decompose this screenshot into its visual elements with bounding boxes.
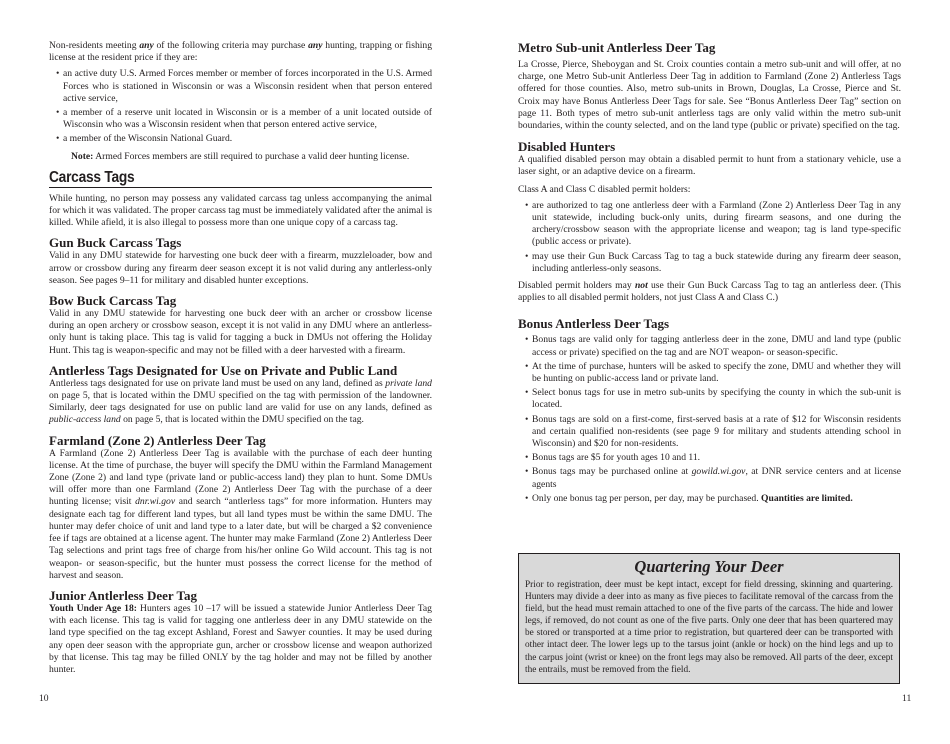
list-item: • are authorized to tag one antlerless deer with a Farmland (Zone 2) Antlerless Deer Tag in any unit statewide, including buck-only units, during firearm seasons, and one during the archery/crossbow season with the appropriate license and weapon; tag is land type-specific (public access or private). [518,200,901,249]
left-page-column [49,0,432,676]
section-rule [49,187,432,188]
antlerless-private-public-text: Antlerless tags designated for use on private land must be used on any land, defined as private land on page 5, that is located within the DMU specified on the tag with permission of the landowner. Similarly, deer tags designated for use on public land are valid for use on any lands, defined as public-access land on page 5, that is located within the DMU specified on the tag. [49,377,432,426]
list-item: • may use their Gun Buck Carcass Tag to tag a buck statewide during any firearm deer season, including antlerless-only seasons. [518,251,901,275]
disabled-list [518,200,901,275]
list-item: • an active duty U.S. Armed Forces member or member of forces incorporated in the U.S. Armed Forces who is stationed in Wisconsin or was a Wisconsin resident when that person entered active service, [49,68,432,105]
farmland-heading: Farmland (Zone 2) Antlerless Deer Tag [49,432,266,448]
list-item: • Bonus tags may be purchased online at gowild.wi.gov, at DNR service centers and at license agents [518,466,901,490]
antlerless-private-public-heading: Antlerless Tags Designated for Use on Private and Public Land [49,362,398,378]
list-item: • Select bonus tags for use in metro sub-units by specifying the county in which the sub-unit is located. [518,387,901,411]
bow-buck-heading: Bow Buck Carcass Tag [49,293,177,309]
list-item: • a member of a reserve unit located in Wisconsin or is a member of a unit located outside of Wisconsin who was a Wisconsin resident when that person entered active service, [49,107,432,131]
page-number-left: 10 [39,693,49,704]
junior-text: Youth Under Age 18: Hunters ages 10 –17 will be issued a statewide Junior Antlerless Deer Tag with each license. This tag is valid for tagging one antlerless deer in any DMU statewide on the land type specified on the tag except Ashland, Forest and Sawyer counties. It may be used during any open deer season with the appropriate gun, archer or crossbow license and weapon authorized by that license. This tag may be filled ONLY by the tag holder and may not be filled by another hunter. [49,602,432,675]
bonus-list [518,334,901,505]
bonus-heading: Bonus Antlerless Deer Tags [518,316,670,332]
list-item: • a member of the Wisconsin National Guard. [49,133,432,145]
armed-forces-note: Note: Armed Forces members are still required to purchase a valid deer hunting license. [71,150,410,162]
list-item: • At the time of purchase, hunters will be asked to specify the zone, DMU and whether they will be hunting on public-access land or private land. [518,361,901,385]
list-item: • Bonus tags are sold on a first-come, first-served basis at a rate of $12 for Wisconsin residents and certain qualified non-residents (see page 9 for military and students attending school in Wisconsin) and $20 for non-residents. [518,414,901,451]
right-page-column [518,0,901,505]
carcass-tags-heading: Carcass Tags [49,168,135,186]
quartering-title: Quartering Your Deer [634,557,784,576]
list-item: • Only one bonus tag per person, per day, may be purchased. Quantities are limited. [518,493,901,505]
class-text: Class A and Class C disabled permit holders: [518,183,691,195]
list-item: • Bonus tags are $5 for youth ages 10 and 11. [518,452,901,464]
metro-heading: Metro Sub-unit Antlerless Deer Tag [518,40,716,55]
farmland-text: A Farmland (Zone 2) Antlerless Deer Tag is available with the purchase of each deer hunting license. At the time of purchase, the buyer will specify the DMU within the Farmland Management Zone (Zone 2) and land type (private land or public-access land) they plan to hunt. Some DMUs will offer more than one Farmland (Zone 2) Antlerless Deer Tag with the purchase of a deer hunting license; visit dnr.wi.gov and search “antlerless tags” for more information. Hunters may designate each tag for different land types, but all land types must be within the same DMU. The hunter may defer choice of unit and land type to a later date, but will be charged a $2 convenience fee if tags are obtained at a license agent. The hunter may make Farmland (Zone 2) Antlerless Deer Tag selections and print tags free of charge from his/her online Go Wild account. This tag is not weapon- or season-specific, but the hunter must possess the correct license for the method of harvest and season. [49,447,432,581]
list-item: • Bonus tags are valid only for tagging antlerless deer in the zone, DMU and land type (public access or private) specified on the tag and are NOT weapon- or season-specific. [518,334,901,358]
carcass-tags-text: While hunting, no person may possess any validated carcass tag unless accompanying the animal for which it was validated. The proper carcass tag must be immediately validated after the animal is killed. While afield, it is also illegal to possess more than one unique copy of a carcass tag. [49,192,432,229]
gun-buck-heading: Gun Buck Carcass Tags [49,235,182,251]
disabled-text: A qualified disabled person may obtain a disabled permit to hunt from a stationary vehicle, use a laser sight, or an adaptive device on a firearm. [518,154,901,178]
nonresident-criteria-list [49,68,432,145]
gun-buck-text: Valid in any DMU statewide for harvesting one buck deer with a firearm, muzzleloader, bow and arrow or crossbow during any firearm deer season except it is not valid during any antlerless-only season. See pages 9–11 for military and disabled hunter exceptions. [49,250,432,286]
junior-heading: Junior Antlerless Deer Tag [49,587,197,603]
disabled-heading: Disabled Hunters [518,139,616,155]
quartering-text: Prior to registration, deer must be kept intact, except for field dressing, skinning and quartering. Hunters may divide a deer into as many as five pieces to facilitate removal of the carcass from the field, but the head must remain attached to one of the five parts of the carcass. The hide and lower legs, if removed, do not count as one of the five parts. Only one deer that has been quartered may be stored or transported at a time prior to registration, but quartered deer can be transported with other intact deer. The lower legs up to the tarsus joint (ankle or hock) on the hind legs and up to the carpus joint (wrist or knee) on the front legs may also be removed. All parts of the deer, except the entrails, must be removed from the field. [525,580,893,675]
page-number-right: 11 [902,693,912,704]
nonresident-intro: Non-residents meeting any of the following criteria may purchase any hunting, trapping or fishing license at the resident price if they are: [49,40,432,64]
quartering-box [518,553,900,684]
disabled-note: Disabled permit holders may not use their Gun Buck Carcass Tag to tag an antlerless deer. (This applies to all disabled permit holders, not just Class A and Class C.) [518,280,901,304]
metro-text: La Crosse, Pierce, Sheboygan and St. Croix counties contain a metro sub-unit and will offer, at no charge, one Metro Sub-unit Antlerless Deer Tag in addition to Farmland (Zone 2) Antlerless Tags offered for those counties. Also, metro sub-units in Brown, Douglas, La Crosse, Pierce and St. Croix may have Bonus Antlerless Deer Tags for sale. See “Bonus Antlerless Deer Tag” section on page 11. Both types of metro sub-unit antlerless tags are only valid within the metro sub-unit boundaries, within the county selected, and on the land type (public or private) specified on the tag. [518,59,901,132]
bow-buck-text: Valid in any DMU statewide for harvesting one buck deer with an archer or crossbow license during an open archery or crossbow season, except it is not valid in any DMU where an antlerless-only hunt is taking place. This tag is valid for tagging a buck in DMUs not offering the Holiday Hunt. This tag is weapon-specific and may not be filled with a deer harvested with a firearm. [49,308,432,356]
